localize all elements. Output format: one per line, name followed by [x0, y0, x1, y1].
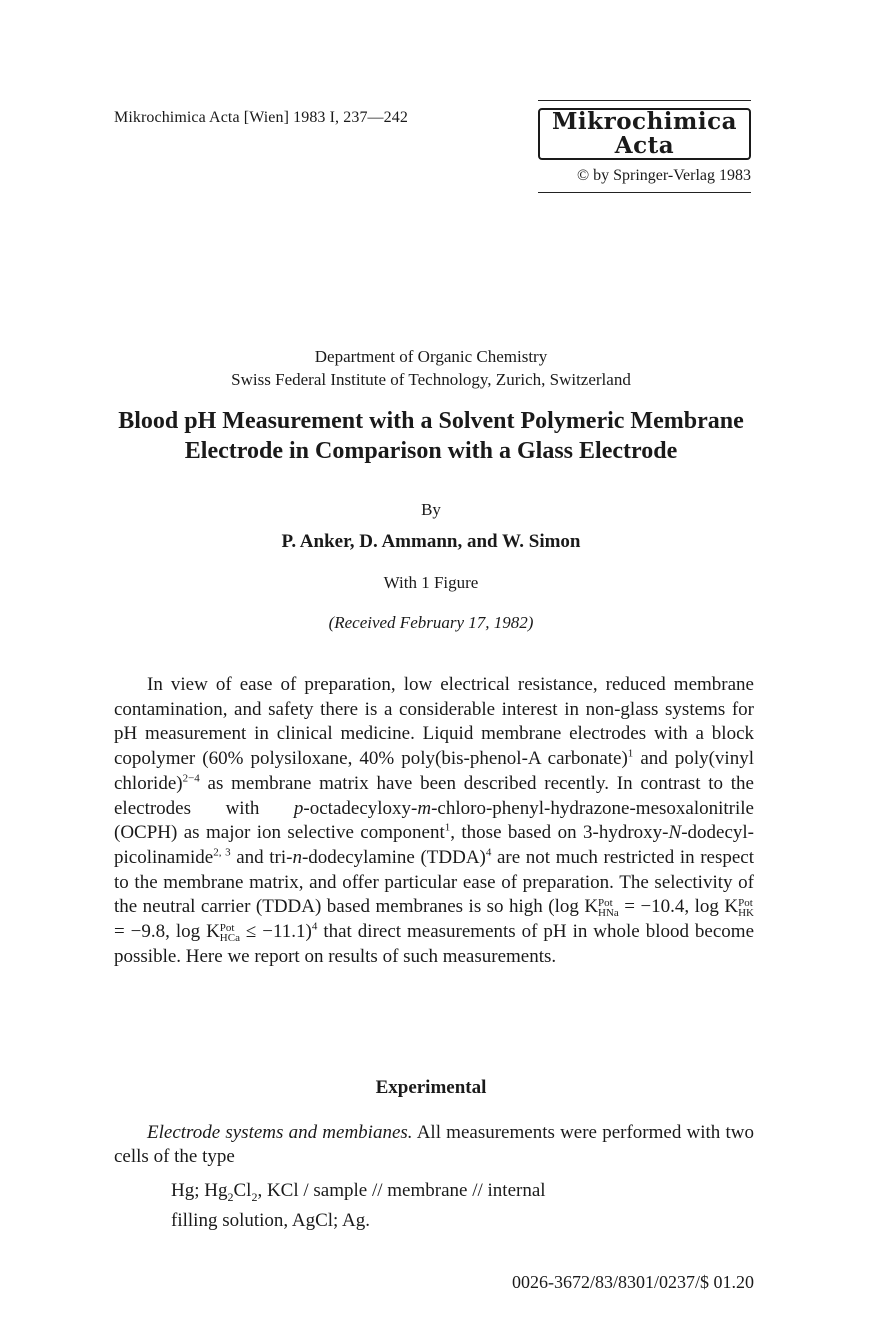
received-date: (Received February 17, 1982): [328, 613, 534, 632]
figure-count: With 1 Figure: [383, 573, 479, 592]
journal-logo: [538, 108, 751, 161]
citation: 4: [311, 920, 318, 933]
authors: P. Anker, D. Ammann, and W. Simon: [281, 531, 581, 552]
affiliation-institute: Swiss Federal Institute of Technology, Zurich, Switzerland: [231, 370, 631, 389]
section-heading-experimental: Experimental: [375, 1077, 487, 1098]
selectivity-coefficient-k: Pot HK: [738, 897, 754, 920]
affiliation-department: Department of Organic Chemistry: [314, 347, 548, 366]
cell-notation-line-2: filling solution, AgCl; Ag.: [171, 1209, 370, 1231]
citation: 4: [485, 846, 492, 859]
citation: 1: [444, 821, 451, 834]
experimental-paragraph: Electrode systems and membianes. All measurements were performed with two cells of the type: [114, 1122, 754, 1167]
selectivity-coefficient-na: Pot HNa: [598, 897, 619, 920]
affiliation: [0, 345, 862, 391]
article-code: 0026-3672/83/8301/0237/$ 01.20: [512, 1272, 754, 1292]
journal-masthead: [538, 100, 751, 193]
citation: 2−4: [182, 772, 200, 785]
journal-logo-text: Mikrochimica Acta: [538, 108, 751, 160]
citation: 1: [627, 747, 634, 760]
copyright-line: © by Springer-Verlag 1983: [576, 167, 751, 184]
citation: 2, 3: [213, 846, 231, 859]
cell-notation: [171, 1179, 546, 1233]
by-line: By: [421, 500, 441, 519]
journal-reference: Mikrochimica Acta [Wien] 1983 I, 237—242: [114, 109, 408, 126]
cell-notation-line-1: Hg; $Hg_2Cl_2$, KCl / sample // membrane // internal: [171, 1180, 546, 1204]
masthead-top-rule: [538, 100, 751, 101]
paper-title: Blood pH Measurement with a Solvent Polymeric Membrane Electrode in Comparison with a Glass Electrode: [118, 408, 744, 464]
run-in-heading: Electrode systems and membianes.: [147, 1122, 413, 1143]
masthead-bottom-rule: [538, 192, 751, 193]
introduction-paragraph: In view of ease of preparation, low electrical resistance, reduced membrane contamination, and safety there is a considerable interest in non-glass systems for pH measurement in clinical medicine. Liquid membrane electrodes with a block copolymer (60% polysiloxane, 40% poly(bis-phenol-A carbonate)$^1$ and poly(vinyl chloride)$^{2-4}$ as membrane matrix have been described recently. In contrast to the electrodes with p-octadecyloxy-m-chloro-phenyl-hydrazone-mesoxalonitrile (OCPH) as major ion selective component$^1$, those based on 3-hydroxy-N-dodecyl-picolinamide$^{2, 3}$ and tri-n-dodecylamine (TDDA)$^4$ are not much restricted in respect to the membrane matrix, and offer particular ease of preparation. The selectivity of the neutral carrier (TDDA) based membranes is so high (log K Pot HNa = −10.4, log K Pot HK = −9.8, log K Pot HCa ≤ −11.1)$^4$ that direct measurements of pH in whole blood become possible. Here we report on results of such measurements.: [114, 674, 755, 967]
selectivity-coefficient-ca: Pot HCa: [219, 922, 240, 945]
